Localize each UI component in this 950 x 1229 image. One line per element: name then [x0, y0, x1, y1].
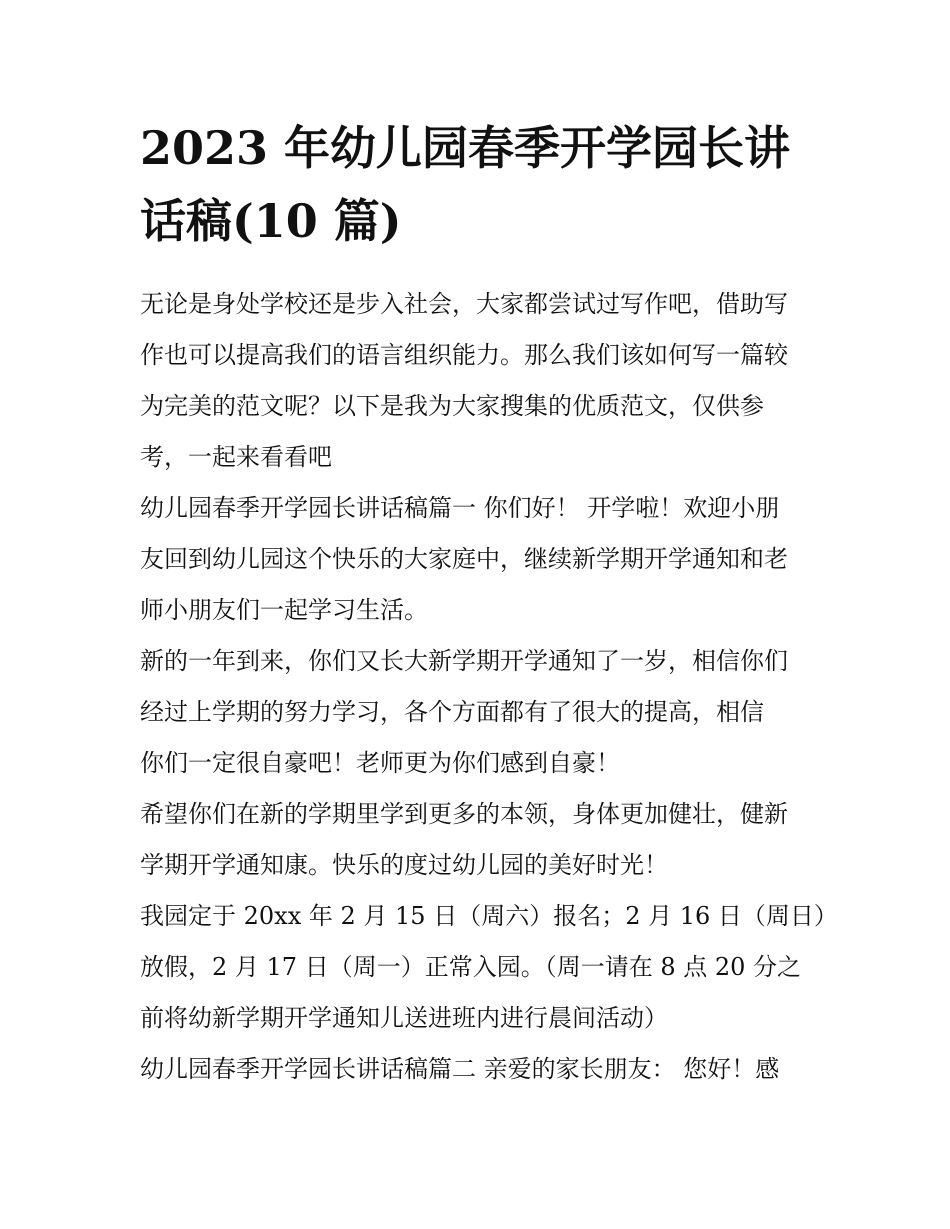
body-line: 前将幼新学期开学通知儿送进班内进行晨间活动） — [140, 1004, 668, 1032]
body-line: 希望你们在新的学期里学到更多的本领，身体更加健壮，健新 — [140, 800, 788, 828]
body-line: 经过上学期的努力学习，各个方面都有了很大的提高，相信 — [140, 698, 764, 726]
body-line: 作也可以提高我们的语言组织能力。那么我们该如何写一篇较 — [140, 341, 788, 369]
body-line: 学期开学通知康。快乐的度过幼儿园的美好时光！ — [140, 851, 668, 879]
body-line: 新的一年到来，你们又长大新学期开学通知了一岁，相信你们 — [140, 647, 788, 675]
body-line: 我园定于 20xx 年 2 月 15 日（周六）报名；2 月 16 日（周日） — [140, 902, 838, 930]
document-title-line-2: 话稿(10 篇) — [140, 194, 402, 248]
body-line: 放假，2 月 17 日（周一）正常入园。（周一请在 8 点 20 分之 — [140, 953, 802, 981]
body-line: 友回到幼儿园这个快乐的大家庭中，继续新学期开学通知和老 — [140, 545, 788, 573]
document-title — [140, 112, 820, 258]
body-line: 幼儿园春季开学园长讲话稿篇二 亲爱的家长朋友： 您好！感 — [140, 1055, 780, 1083]
body-line: 考，一起来看看吧 — [140, 443, 332, 471]
body-line: 为完美的范文呢？以下是我为大家搜集的优质范文，仅供参 — [140, 392, 764, 420]
body-line: 幼儿园春季开学园长讲话稿篇一 你们好！ 开学啦！欢迎小朋 — [140, 494, 780, 522]
document-title-line-1: 2023 年幼儿园春季开学园长讲 — [140, 121, 791, 175]
document-body — [140, 279, 838, 1095]
body-line: 师小朋友们一起学习生活。 — [140, 596, 428, 624]
body-line: 你们一定很自豪吧！老师更为你们感到自豪！ — [140, 749, 620, 777]
body-line: 无论是身处学校还是步入社会，大家都尝试过写作吧，借助写 — [140, 290, 788, 318]
